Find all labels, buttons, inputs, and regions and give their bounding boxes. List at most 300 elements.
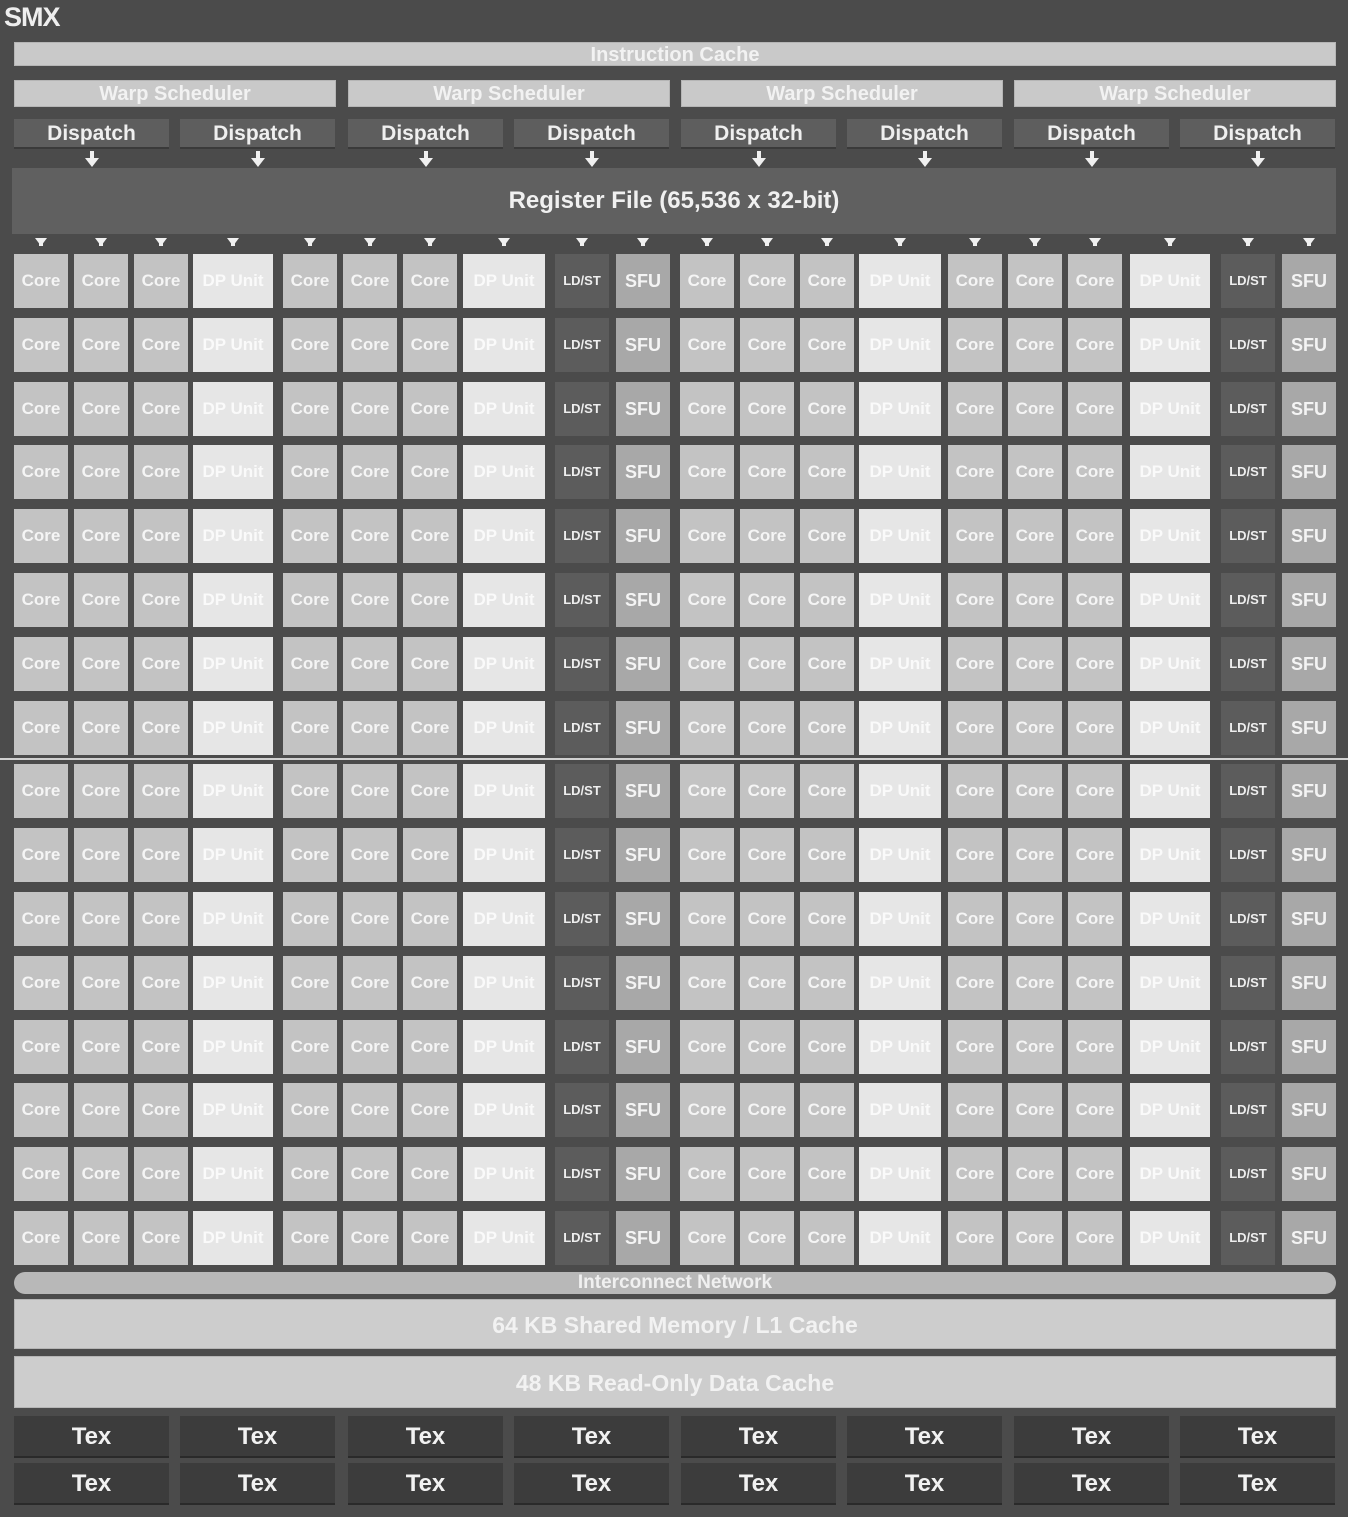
register-arrow-icon <box>304 238 316 246</box>
texture-unit: Tex <box>847 1463 1002 1505</box>
dp-unit: DP Unit <box>193 1147 273 1201</box>
core-unit: Core <box>403 1083 457 1137</box>
register-file: Register File (65,536 x 32-bit) <box>12 168 1336 234</box>
core-unit: Core <box>1068 1083 1122 1137</box>
core-unit: Core <box>740 956 794 1010</box>
dp-unit: DP Unit <box>193 509 273 563</box>
core-unit: Core <box>740 318 794 372</box>
core-unit: Core <box>948 1083 1002 1137</box>
core-unit: Core <box>14 509 68 563</box>
core-unit: Core <box>1008 382 1062 436</box>
dispatch-arrow-icon <box>419 158 433 167</box>
sfu-unit: SFU <box>1282 382 1336 436</box>
core-unit: Core <box>14 828 68 882</box>
core-unit: Core <box>740 1147 794 1201</box>
sfu-unit: SFU <box>1282 637 1336 691</box>
ldst-unit: LD/ST <box>1221 318 1275 372</box>
core-unit: Core <box>1068 764 1122 818</box>
core-unit: Core <box>1008 318 1062 372</box>
core-unit: Core <box>740 1020 794 1074</box>
dp-unit: DP Unit <box>859 956 941 1010</box>
core-unit: Core <box>1068 509 1122 563</box>
dispatch-unit-3: Dispatch <box>348 119 503 149</box>
core-unit: Core <box>403 828 457 882</box>
register-arrow-icon <box>821 238 833 246</box>
core-unit: Core <box>1068 701 1122 755</box>
texture-unit: Tex <box>514 1463 669 1505</box>
sfu-unit: SFU <box>1282 1083 1336 1137</box>
core-unit: Core <box>74 509 128 563</box>
ldst-unit: LD/ST <box>555 1147 609 1201</box>
core-unit: Core <box>74 1211 128 1265</box>
core-unit: Core <box>948 509 1002 563</box>
sfu-unit: SFU <box>1282 1211 1336 1265</box>
register-arrow-icon <box>894 238 906 246</box>
core-unit: Core <box>134 892 188 946</box>
dispatch-unit-2: Dispatch <box>180 119 335 149</box>
core-unit: Core <box>343 828 397 882</box>
core-unit: Core <box>74 764 128 818</box>
texture-unit: Tex <box>180 1463 335 1505</box>
dispatch-arrow-icon <box>85 158 99 167</box>
smx-title: SMX <box>4 2 60 32</box>
core-unit: Core <box>283 956 337 1010</box>
register-arrow-icon <box>155 238 167 246</box>
dp-unit: DP Unit <box>463 1147 545 1201</box>
core-unit: Core <box>14 573 68 627</box>
core-unit: Core <box>134 956 188 1010</box>
ldst-unit: LD/ST <box>555 764 609 818</box>
dp-unit: DP Unit <box>193 637 273 691</box>
dp-unit: DP Unit <box>193 445 273 499</box>
sfu-unit: SFU <box>1282 573 1336 627</box>
core-unit: Core <box>74 1147 128 1201</box>
interconnect-network: Interconnect Network <box>14 1272 1336 1294</box>
core-unit: Core <box>1068 956 1122 1010</box>
core-unit: Core <box>1068 1147 1122 1201</box>
dispatch-unit-5: Dispatch <box>681 119 836 149</box>
core-unit: Core <box>343 764 397 818</box>
core-unit: Core <box>1008 509 1062 563</box>
dp-unit: DP Unit <box>859 637 941 691</box>
dp-unit: DP Unit <box>193 1083 273 1137</box>
sfu-unit: SFU <box>616 701 670 755</box>
dp-unit: DP Unit <box>1130 318 1210 372</box>
core-unit: Core <box>680 509 734 563</box>
core-unit: Core <box>948 637 1002 691</box>
dp-unit: DP Unit <box>193 764 273 818</box>
sfu-unit: SFU <box>1282 764 1336 818</box>
core-unit: Core <box>680 764 734 818</box>
dp-unit: DP Unit <box>859 573 941 627</box>
core-unit: Core <box>800 573 854 627</box>
sfu-unit: SFU <box>616 828 670 882</box>
core-unit: Core <box>680 1020 734 1074</box>
ldst-unit: LD/ST <box>1221 1147 1275 1201</box>
sfu-unit: SFU <box>616 254 670 308</box>
dp-unit: DP Unit <box>463 382 545 436</box>
core-unit: Core <box>283 637 337 691</box>
dp-unit: DP Unit <box>859 254 941 308</box>
texture-unit: Tex <box>1180 1463 1335 1505</box>
core-unit: Core <box>1068 892 1122 946</box>
core-unit: Core <box>14 1211 68 1265</box>
ldst-unit: LD/ST <box>555 892 609 946</box>
texture-unit: Tex <box>14 1416 169 1458</box>
sfu-unit: SFU <box>616 445 670 499</box>
core-unit: Core <box>1068 573 1122 627</box>
core-unit: Core <box>14 254 68 308</box>
core-unit: Core <box>680 828 734 882</box>
core-unit: Core <box>343 701 397 755</box>
core-unit: Core <box>14 956 68 1010</box>
core-unit: Core <box>283 509 337 563</box>
sfu-unit: SFU <box>1282 828 1336 882</box>
dp-unit: DP Unit <box>1130 956 1210 1010</box>
dispatch-arrow-icon <box>251 158 265 167</box>
core-unit: Core <box>1008 956 1062 1010</box>
sfu-unit: SFU <box>616 382 670 436</box>
dispatch-unit-7: Dispatch <box>1014 119 1169 149</box>
core-unit: Core <box>134 828 188 882</box>
core-unit: Core <box>680 382 734 436</box>
texture-unit: Tex <box>1014 1416 1169 1458</box>
sfu-unit: SFU <box>1282 701 1336 755</box>
ldst-unit: LD/ST <box>555 1020 609 1074</box>
core-unit: Core <box>740 509 794 563</box>
core-unit: Core <box>134 1147 188 1201</box>
sfu-unit: SFU <box>616 637 670 691</box>
ldst-unit: LD/ST <box>1221 445 1275 499</box>
core-unit: Core <box>283 573 337 627</box>
core-unit: Core <box>283 382 337 436</box>
core-unit: Core <box>800 445 854 499</box>
sfu-unit: SFU <box>1282 1020 1336 1074</box>
dispatch-arrow-icon <box>1085 158 1099 167</box>
core-unit: Core <box>74 445 128 499</box>
core-unit: Core <box>14 1147 68 1201</box>
ldst-unit: LD/ST <box>555 637 609 691</box>
core-unit: Core <box>403 254 457 308</box>
core-unit: Core <box>800 701 854 755</box>
core-unit: Core <box>134 637 188 691</box>
core-unit: Core <box>403 637 457 691</box>
core-unit: Core <box>800 828 854 882</box>
ldst-unit: LD/ST <box>555 1211 609 1265</box>
core-unit: Core <box>740 382 794 436</box>
register-arrow-icon <box>95 238 107 246</box>
core-unit: Core <box>134 1083 188 1137</box>
dp-unit: DP Unit <box>859 1211 941 1265</box>
core-unit: Core <box>403 1020 457 1074</box>
core-unit: Core <box>948 764 1002 818</box>
texture-unit: Tex <box>348 1463 503 1505</box>
dp-unit: DP Unit <box>193 1020 273 1074</box>
dispatch-unit-4: Dispatch <box>514 119 669 149</box>
register-arrow-icon <box>1242 238 1254 246</box>
ldst-unit: LD/ST <box>1221 828 1275 882</box>
texture-unit: Tex <box>348 1416 503 1458</box>
sfu-unit: SFU <box>616 892 670 946</box>
dp-unit: DP Unit <box>1130 1147 1210 1201</box>
dp-unit: DP Unit <box>1130 1020 1210 1074</box>
register-arrow-icon <box>761 238 773 246</box>
core-unit: Core <box>740 445 794 499</box>
core-unit: Core <box>740 892 794 946</box>
ldst-unit: LD/ST <box>1221 637 1275 691</box>
core-unit: Core <box>800 637 854 691</box>
core-unit: Core <box>1068 1020 1122 1074</box>
core-unit: Core <box>283 1211 337 1265</box>
texture-unit: Tex <box>681 1463 836 1505</box>
core-unit: Core <box>680 573 734 627</box>
core-unit: Core <box>283 701 337 755</box>
core-unit: Core <box>343 892 397 946</box>
core-unit: Core <box>1068 382 1122 436</box>
core-unit: Core <box>343 1083 397 1137</box>
ldst-unit: LD/ST <box>1221 573 1275 627</box>
core-unit: Core <box>283 1083 337 1137</box>
register-arrow-icon <box>1303 238 1315 246</box>
core-unit: Core <box>403 318 457 372</box>
core-unit: Core <box>403 764 457 818</box>
dp-unit: DP Unit <box>1130 892 1210 946</box>
core-unit: Core <box>403 892 457 946</box>
core-unit: Core <box>343 1020 397 1074</box>
core-unit: Core <box>134 573 188 627</box>
core-unit: Core <box>1008 828 1062 882</box>
dp-unit: DP Unit <box>463 637 545 691</box>
dp-unit: DP Unit <box>193 828 273 882</box>
dp-unit: DP Unit <box>859 509 941 563</box>
grid-divider <box>0 758 1348 760</box>
core-unit: Core <box>74 828 128 882</box>
register-arrow-icon <box>1029 238 1041 246</box>
dp-unit: DP Unit <box>859 445 941 499</box>
dp-unit: DP Unit <box>859 1083 941 1137</box>
core-unit: Core <box>403 701 457 755</box>
core-unit: Core <box>343 445 397 499</box>
core-unit: Core <box>800 509 854 563</box>
dispatch-unit-1: Dispatch <box>14 119 169 149</box>
core-unit: Core <box>283 1147 337 1201</box>
dp-unit: DP Unit <box>463 509 545 563</box>
core-unit: Core <box>14 1083 68 1137</box>
core-unit: Core <box>1008 892 1062 946</box>
core-unit: Core <box>283 1020 337 1074</box>
dp-unit: DP Unit <box>1130 509 1210 563</box>
dispatch-arrow-icon <box>752 158 766 167</box>
core-unit: Core <box>1068 445 1122 499</box>
dp-unit: DP Unit <box>193 573 273 627</box>
dp-unit: DP Unit <box>1130 382 1210 436</box>
core-unit: Core <box>134 509 188 563</box>
ldst-unit: LD/ST <box>1221 382 1275 436</box>
core-unit: Core <box>1068 318 1122 372</box>
core-unit: Core <box>343 573 397 627</box>
core-unit: Core <box>403 382 457 436</box>
core-unit: Core <box>680 1083 734 1137</box>
sfu-unit: SFU <box>1282 1147 1336 1201</box>
ldst-unit: LD/ST <box>1221 254 1275 308</box>
core-unit: Core <box>343 956 397 1010</box>
register-arrow-icon <box>1164 238 1176 246</box>
texture-unit: Tex <box>1014 1463 1169 1505</box>
sfu-unit: SFU <box>616 509 670 563</box>
core-unit: Core <box>740 701 794 755</box>
dp-unit: DP Unit <box>859 1147 941 1201</box>
core-unit: Core <box>740 828 794 882</box>
ldst-unit: LD/ST <box>1221 701 1275 755</box>
ldst-unit: LD/ST <box>1221 509 1275 563</box>
dp-unit: DP Unit <box>193 956 273 1010</box>
core-unit: Core <box>1068 1211 1122 1265</box>
core-unit: Core <box>680 956 734 1010</box>
texture-unit: Tex <box>681 1416 836 1458</box>
dp-unit: DP Unit <box>463 573 545 627</box>
core-unit: Core <box>1008 573 1062 627</box>
ldst-unit: LD/ST <box>555 382 609 436</box>
dp-unit: DP Unit <box>463 445 545 499</box>
core-unit: Core <box>134 445 188 499</box>
core-unit: Core <box>1008 701 1062 755</box>
core-unit: Core <box>403 1211 457 1265</box>
core-unit: Core <box>740 254 794 308</box>
core-unit: Core <box>74 1020 128 1074</box>
core-unit: Core <box>1008 1147 1062 1201</box>
core-unit: Core <box>1008 445 1062 499</box>
ldst-unit: LD/ST <box>555 701 609 755</box>
dp-unit: DP Unit <box>463 1211 545 1265</box>
core-unit: Core <box>740 573 794 627</box>
core-unit: Core <box>800 254 854 308</box>
core-unit: Core <box>740 1211 794 1265</box>
core-unit: Core <box>800 1083 854 1137</box>
core-unit: Core <box>1008 1083 1062 1137</box>
read-only-data-cache: 48 KB Read-Only Data Cache <box>14 1356 1336 1408</box>
core-unit: Core <box>948 1147 1002 1201</box>
texture-unit: Tex <box>514 1416 669 1458</box>
register-arrow-icon <box>35 238 47 246</box>
core-unit: Core <box>800 318 854 372</box>
shared-memory-l1-cache: 64 KB Shared Memory / L1 Cache <box>14 1299 1336 1349</box>
core-unit: Core <box>680 1147 734 1201</box>
warp-scheduler-1: Warp Scheduler <box>14 80 336 107</box>
core-unit: Core <box>343 1147 397 1201</box>
sfu-unit: SFU <box>616 1020 670 1074</box>
ldst-unit: LD/ST <box>1221 892 1275 946</box>
core-unit: Core <box>134 254 188 308</box>
core-unit: Core <box>680 701 734 755</box>
core-unit: Core <box>343 382 397 436</box>
dp-unit: DP Unit <box>463 956 545 1010</box>
ldst-unit: LD/ST <box>555 956 609 1010</box>
core-unit: Core <box>403 445 457 499</box>
core-unit: Core <box>1008 254 1062 308</box>
core-unit: Core <box>14 382 68 436</box>
dp-unit: DP Unit <box>193 318 273 372</box>
dp-unit: DP Unit <box>463 701 545 755</box>
dp-unit: DP Unit <box>193 701 273 755</box>
dp-unit: DP Unit <box>1130 1083 1210 1137</box>
core-unit: Core <box>948 445 1002 499</box>
core-unit: Core <box>283 254 337 308</box>
dp-unit: DP Unit <box>463 254 545 308</box>
sfu-unit: SFU <box>1282 509 1336 563</box>
core-unit: Core <box>680 445 734 499</box>
dp-unit: DP Unit <box>859 1020 941 1074</box>
core-unit: Core <box>403 573 457 627</box>
core-unit: Core <box>343 637 397 691</box>
sfu-unit: SFU <box>1282 892 1336 946</box>
core-unit: Core <box>74 573 128 627</box>
core-unit: Core <box>680 637 734 691</box>
core-unit: Core <box>134 764 188 818</box>
core-unit: Core <box>403 956 457 1010</box>
register-arrow-icon <box>701 238 713 246</box>
core-unit: Core <box>403 1147 457 1201</box>
core-unit: Core <box>74 318 128 372</box>
core-unit: Core <box>948 254 1002 308</box>
texture-unit: Tex <box>180 1416 335 1458</box>
core-unit: Core <box>948 1211 1002 1265</box>
dp-unit: DP Unit <box>859 318 941 372</box>
core-unit: Core <box>680 254 734 308</box>
texture-unit: Tex <box>1180 1416 1335 1458</box>
dp-unit: DP Unit <box>859 892 941 946</box>
core-unit: Core <box>134 701 188 755</box>
core-unit: Core <box>343 318 397 372</box>
dispatch-unit-8: Dispatch <box>1180 119 1335 149</box>
core-unit: Core <box>283 892 337 946</box>
core-unit: Core <box>74 892 128 946</box>
core-unit: Core <box>343 509 397 563</box>
core-unit: Core <box>800 892 854 946</box>
dp-unit: DP Unit <box>463 1020 545 1074</box>
sfu-unit: SFU <box>616 956 670 1010</box>
register-arrow-icon <box>969 238 981 246</box>
register-arrow-icon <box>1089 238 1101 246</box>
core-unit: Core <box>74 1083 128 1137</box>
dispatch-arrow-icon <box>585 158 599 167</box>
dispatch-arrow-icon <box>1251 158 1265 167</box>
dp-unit: DP Unit <box>463 892 545 946</box>
core-unit: Core <box>800 764 854 818</box>
core-unit: Core <box>134 1211 188 1265</box>
core-unit: Core <box>948 382 1002 436</box>
core-unit: Core <box>283 445 337 499</box>
sfu-unit: SFU <box>1282 956 1336 1010</box>
core-unit: Core <box>74 254 128 308</box>
dp-unit: DP Unit <box>193 254 273 308</box>
instruction-cache: Instruction Cache <box>14 42 1336 66</box>
dp-unit: DP Unit <box>1130 637 1210 691</box>
dp-unit: DP Unit <box>1130 254 1210 308</box>
dp-unit: DP Unit <box>1130 445 1210 499</box>
core-unit: Core <box>74 382 128 436</box>
sfu-unit: SFU <box>616 1147 670 1201</box>
dp-unit: DP Unit <box>463 828 545 882</box>
dp-unit: DP Unit <box>859 764 941 818</box>
ldst-unit: LD/ST <box>1221 1211 1275 1265</box>
sfu-unit: SFU <box>1282 318 1336 372</box>
dp-unit: DP Unit <box>1130 701 1210 755</box>
core-unit: Core <box>948 701 1002 755</box>
dp-unit: DP Unit <box>1130 828 1210 882</box>
sfu-unit: SFU <box>616 318 670 372</box>
ldst-unit: LD/ST <box>1221 1083 1275 1137</box>
register-arrow-icon <box>227 238 239 246</box>
